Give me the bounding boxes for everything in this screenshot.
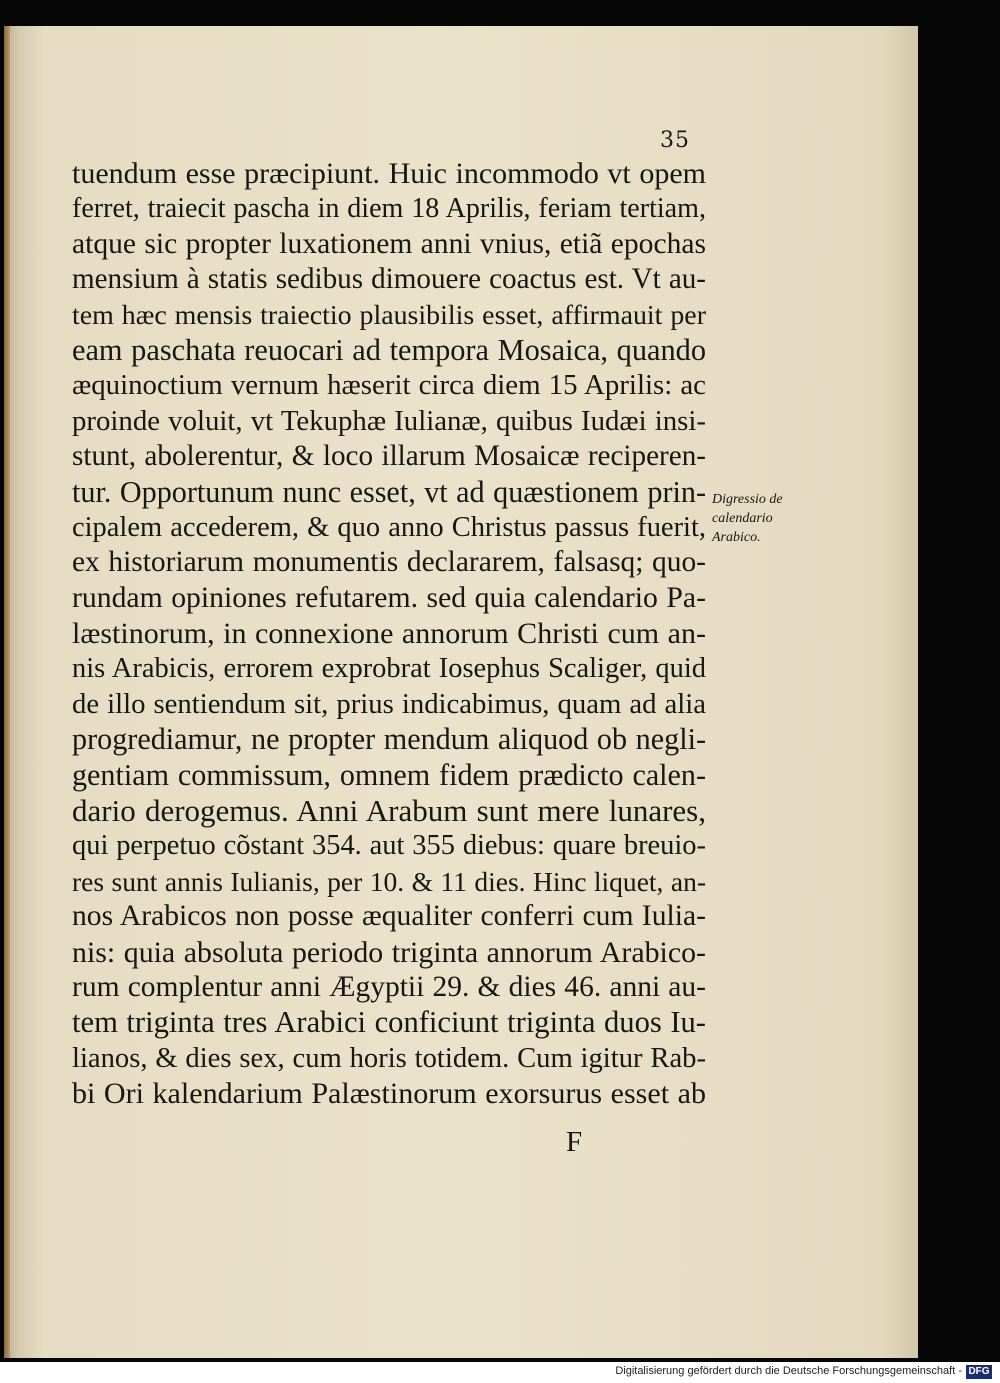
text-line: tem triginta tres Arabici conficiunt triginta duos Iu- (72, 1005, 706, 1040)
text-line: lianos, & dies sex, cum horis totidem. Cum igitur Rab- (72, 1042, 706, 1074)
marginal-note-line: Digressio de (712, 492, 783, 507)
text-line: ex historiarum monumentis declararem, falsasq; quo- (72, 546, 706, 579)
funding-footer (0, 1362, 1000, 1383)
page-number: 35 (660, 128, 690, 153)
text-line: cipalem accederem, & quo anno Christus passus fuerit, (72, 511, 706, 543)
text-line: de illo sentiendum sit, prius indicabimus, quam ad alia (72, 687, 706, 720)
text-line: mensium à statis sedibus dimouere coactus est. Vt au- (72, 263, 706, 296)
text-line: nis Arabicis, errorem exprobrat Iosephus Scaliger, quid (72, 653, 706, 685)
text-line: tuendum esse præcipiunt. Huic incommodo vt opem (72, 157, 706, 190)
page-binding-edge (4, 26, 10, 1358)
text-line: stunt, abolerentur, & loco illarum Mosaicæ reciperen- (72, 440, 706, 473)
text-line: qui perpetuo cõstant 354. aut 355 diebus: quare breuio- (72, 830, 706, 862)
text-line: ferret, traiecit pascha in diem 18 Aprilis, feriam tertiam, (72, 193, 706, 225)
text-line: nos Arabicos non posse æqualiter conferri cum Iulia- (72, 900, 706, 933)
text-line: gentiam commissum, omnem fidem prædicto calen- (72, 757, 706, 792)
text-line: proinde voluit, vt Tekuphæ Iulianæ, quibus Iudæi insi- (72, 404, 706, 437)
text-line: bi Ori kalendarium Palæstinorum exorsurus esset ab (72, 1076, 706, 1111)
text-line: eam paschata reuocari ad tempora Mosaica, quando (72, 332, 706, 367)
marginal-note (712, 490, 812, 547)
signature-mark: F (566, 1126, 583, 1158)
text-line: rundam opiniones refutarem. sed quia calendario Pa- (72, 581, 706, 614)
marginal-note-line: calendario (712, 511, 773, 526)
funding-credit: Digitalisierung gefördert durch die Deutsche Forschungsgemeinschaft - (615, 1365, 962, 1377)
text-line: progrediamur, ne propter mendum aliquod ob negli- (72, 722, 706, 757)
text-line: tur. Opportunum nunc esset, vt ad quæstionem prin- (72, 474, 706, 509)
text-line: dario derogemus. Anni Arabum sunt mere lunares, (72, 793, 706, 829)
text-line: rum complentur anni Ægyptii 29. & dies 46. anni au- (72, 970, 706, 1003)
text-line: æquinoctium vernum hæserit circa diem 15 Aprilis: ac (72, 369, 706, 402)
text-line: nis: quia absoluta periodo triginta annorum Arabico- (72, 935, 706, 969)
main-text-block (72, 156, 706, 1112)
text-line: tem hæc mensis traiectio plausibilis esset, affirmauit per (72, 299, 706, 331)
text-line: læstinorum, in connexione annorum Christi cum an- (72, 617, 706, 651)
marginal-note-line: Arabico. (712, 530, 761, 545)
text-line: res sunt annis Iulianis, per 10. & 11 dies. Hinc liquet, an- (72, 865, 706, 897)
text-line: atque sic propter luxationem anni vnius, etiã epochas (72, 227, 706, 260)
dfg-logo-icon: DFG (966, 1365, 992, 1379)
